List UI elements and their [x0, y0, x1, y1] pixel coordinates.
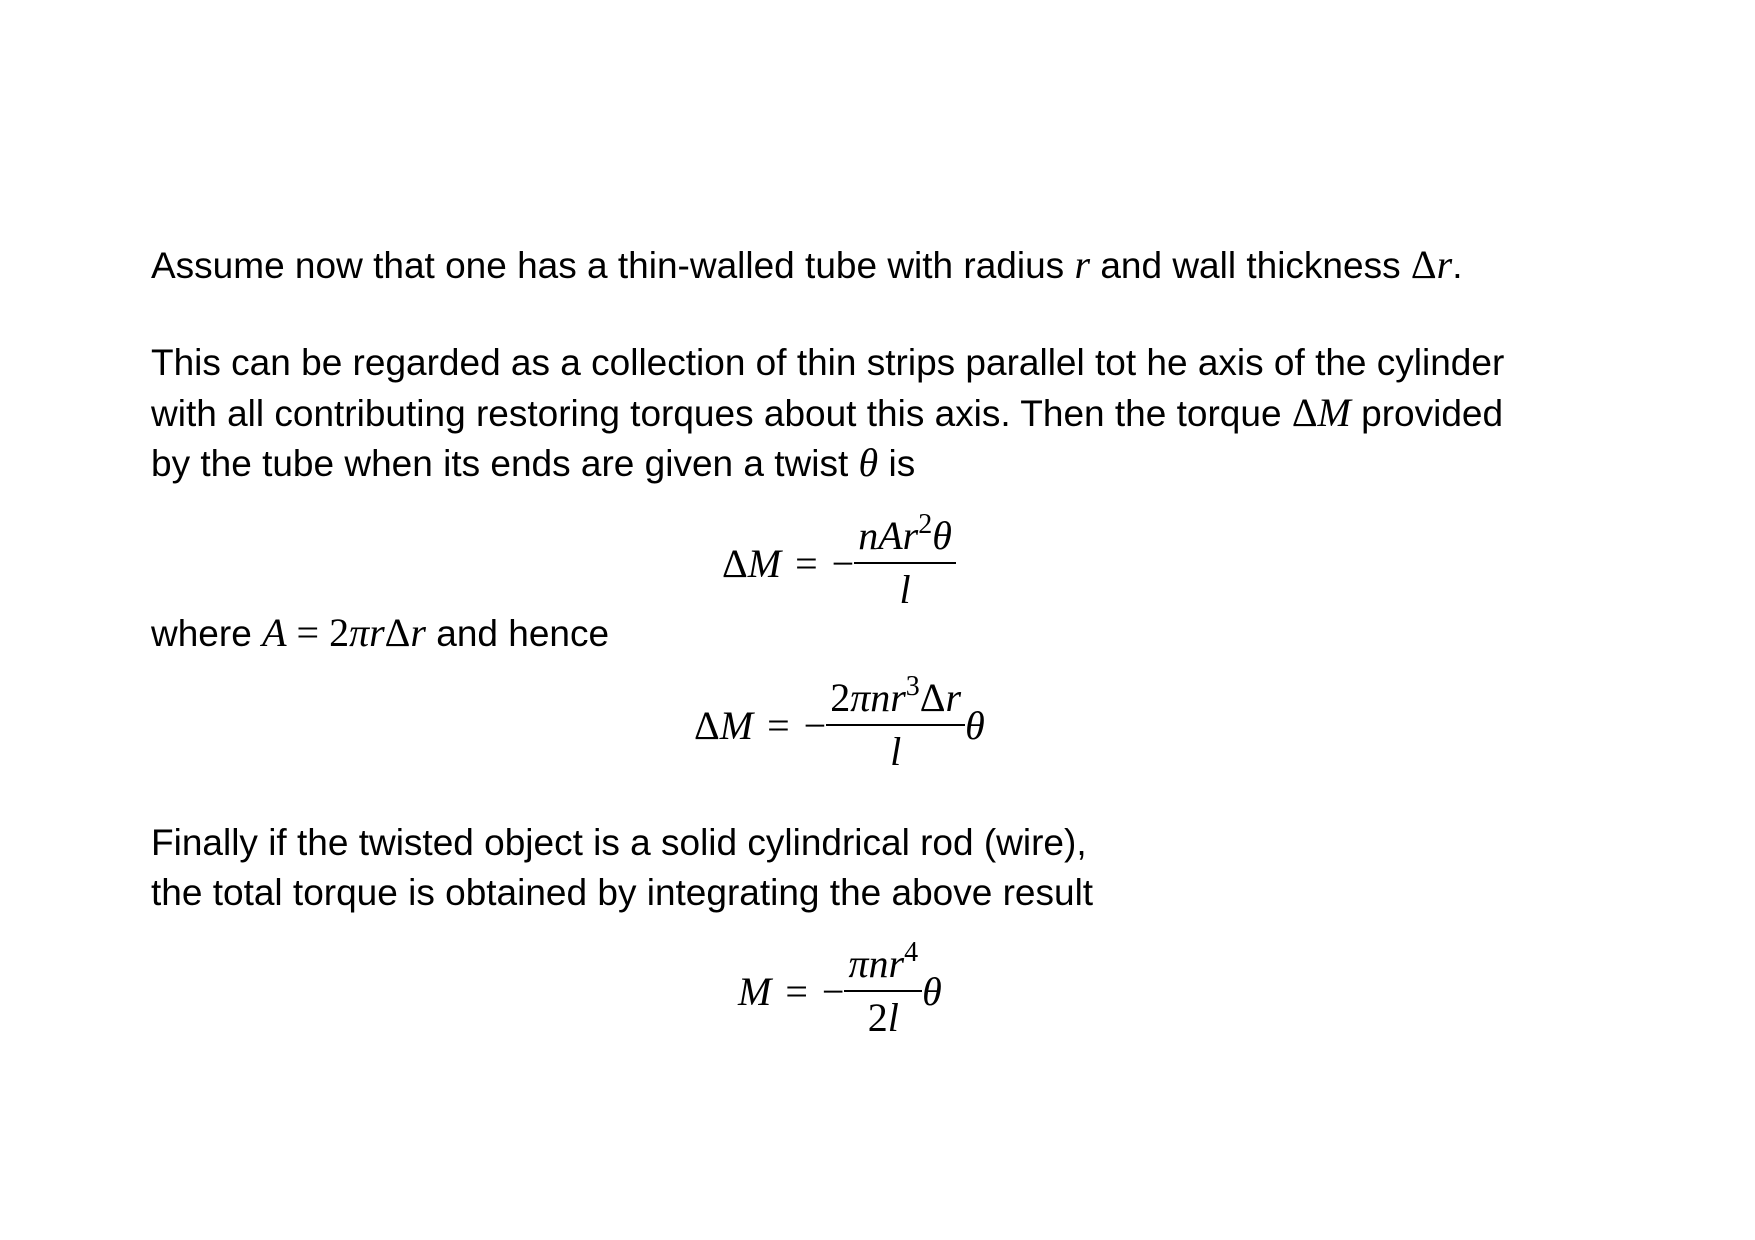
fraction [826, 671, 965, 774]
equation-torque-tube [694, 671, 985, 774]
num-base: nAr [858, 513, 919, 558]
denominator: l [890, 729, 902, 774]
numerator [826, 671, 965, 724]
text: where [151, 613, 263, 654]
text: Assume now that one has a thin-walled tube with radius [151, 245, 1075, 286]
equals-sign: = [795, 540, 818, 586]
delta-symbol: Δ [384, 610, 411, 655]
text: and hence [425, 613, 610, 654]
exponent: 4 [904, 937, 919, 968]
var-M: M [738, 968, 772, 1014]
num-theta: θ [932, 513, 952, 558]
fraction [854, 509, 956, 612]
text: by the tube when its ends are given a twist [151, 443, 859, 484]
delta-symbol: Δ [722, 540, 748, 586]
number-two: 2 [329, 610, 350, 655]
var-M: M [747, 540, 782, 586]
paragraph-strips-line2 [151, 388, 1503, 439]
paragraph-strips-line1 [151, 338, 1504, 388]
var-r: r [1074, 242, 1091, 287]
var-r: r [410, 610, 426, 655]
paragraph-tube-intro [151, 240, 1462, 291]
var-M: M [1317, 390, 1351, 435]
text: provided [1350, 393, 1504, 434]
var-r: r [945, 675, 962, 720]
equation-torque-rod [738, 937, 942, 1040]
delta-symbol: Δ [919, 675, 946, 720]
var-theta: θ [965, 702, 985, 748]
minus-sign: − [831, 540, 855, 586]
minus-sign: − [803, 702, 827, 748]
var-M: M [719, 702, 754, 748]
delta-symbol: Δ [1410, 242, 1437, 287]
num-base: πnr [848, 941, 905, 986]
pi-r: πr [349, 610, 385, 655]
equals-sign: = [767, 702, 790, 748]
denominator [864, 992, 903, 1040]
numerator [844, 937, 922, 990]
fraction [844, 937, 922, 1040]
text: the total torque is obtained by integrating the above result [151, 872, 1094, 913]
delta-symbol: Δ [694, 702, 720, 748]
exponent: 3 [905, 671, 920, 702]
minus-sign: − [821, 968, 845, 1014]
numerator [854, 509, 956, 562]
paragraph-strips-line3 [151, 438, 915, 489]
var-r: r [1436, 242, 1453, 287]
var-theta: θ [922, 968, 942, 1014]
num-pinr: πnr [850, 675, 906, 720]
text: Finally if the twisted object is a solid cylindrical rod (wire), [151, 822, 1087, 863]
text: and wall thickness [1090, 245, 1411, 286]
paragraph-solid-rod-line1 [151, 818, 1087, 868]
equation-torque-strip [722, 509, 956, 612]
var-theta: θ [858, 440, 879, 485]
denominator: l [899, 567, 911, 612]
var-A: A [262, 610, 287, 655]
number-two: 2 [867, 995, 888, 1040]
delta-symbol: Δ [1291, 390, 1318, 435]
text: is [878, 443, 916, 484]
exponent: 2 [918, 509, 933, 540]
text: with all contributing restoring torques about this axis. Then the torque [151, 393, 1292, 434]
equals-sign: = [785, 968, 808, 1014]
text: This can be regarded as a collection of thin strips parallel tot he axis of the cylinder [151, 342, 1505, 383]
paragraph-solid-rod-line2 [151, 868, 1093, 918]
number-two: 2 [830, 675, 851, 720]
paragraph-where [151, 608, 609, 659]
var-l: l [887, 995, 899, 1040]
equals-sign: = [286, 610, 330, 655]
text: . [1452, 245, 1463, 286]
